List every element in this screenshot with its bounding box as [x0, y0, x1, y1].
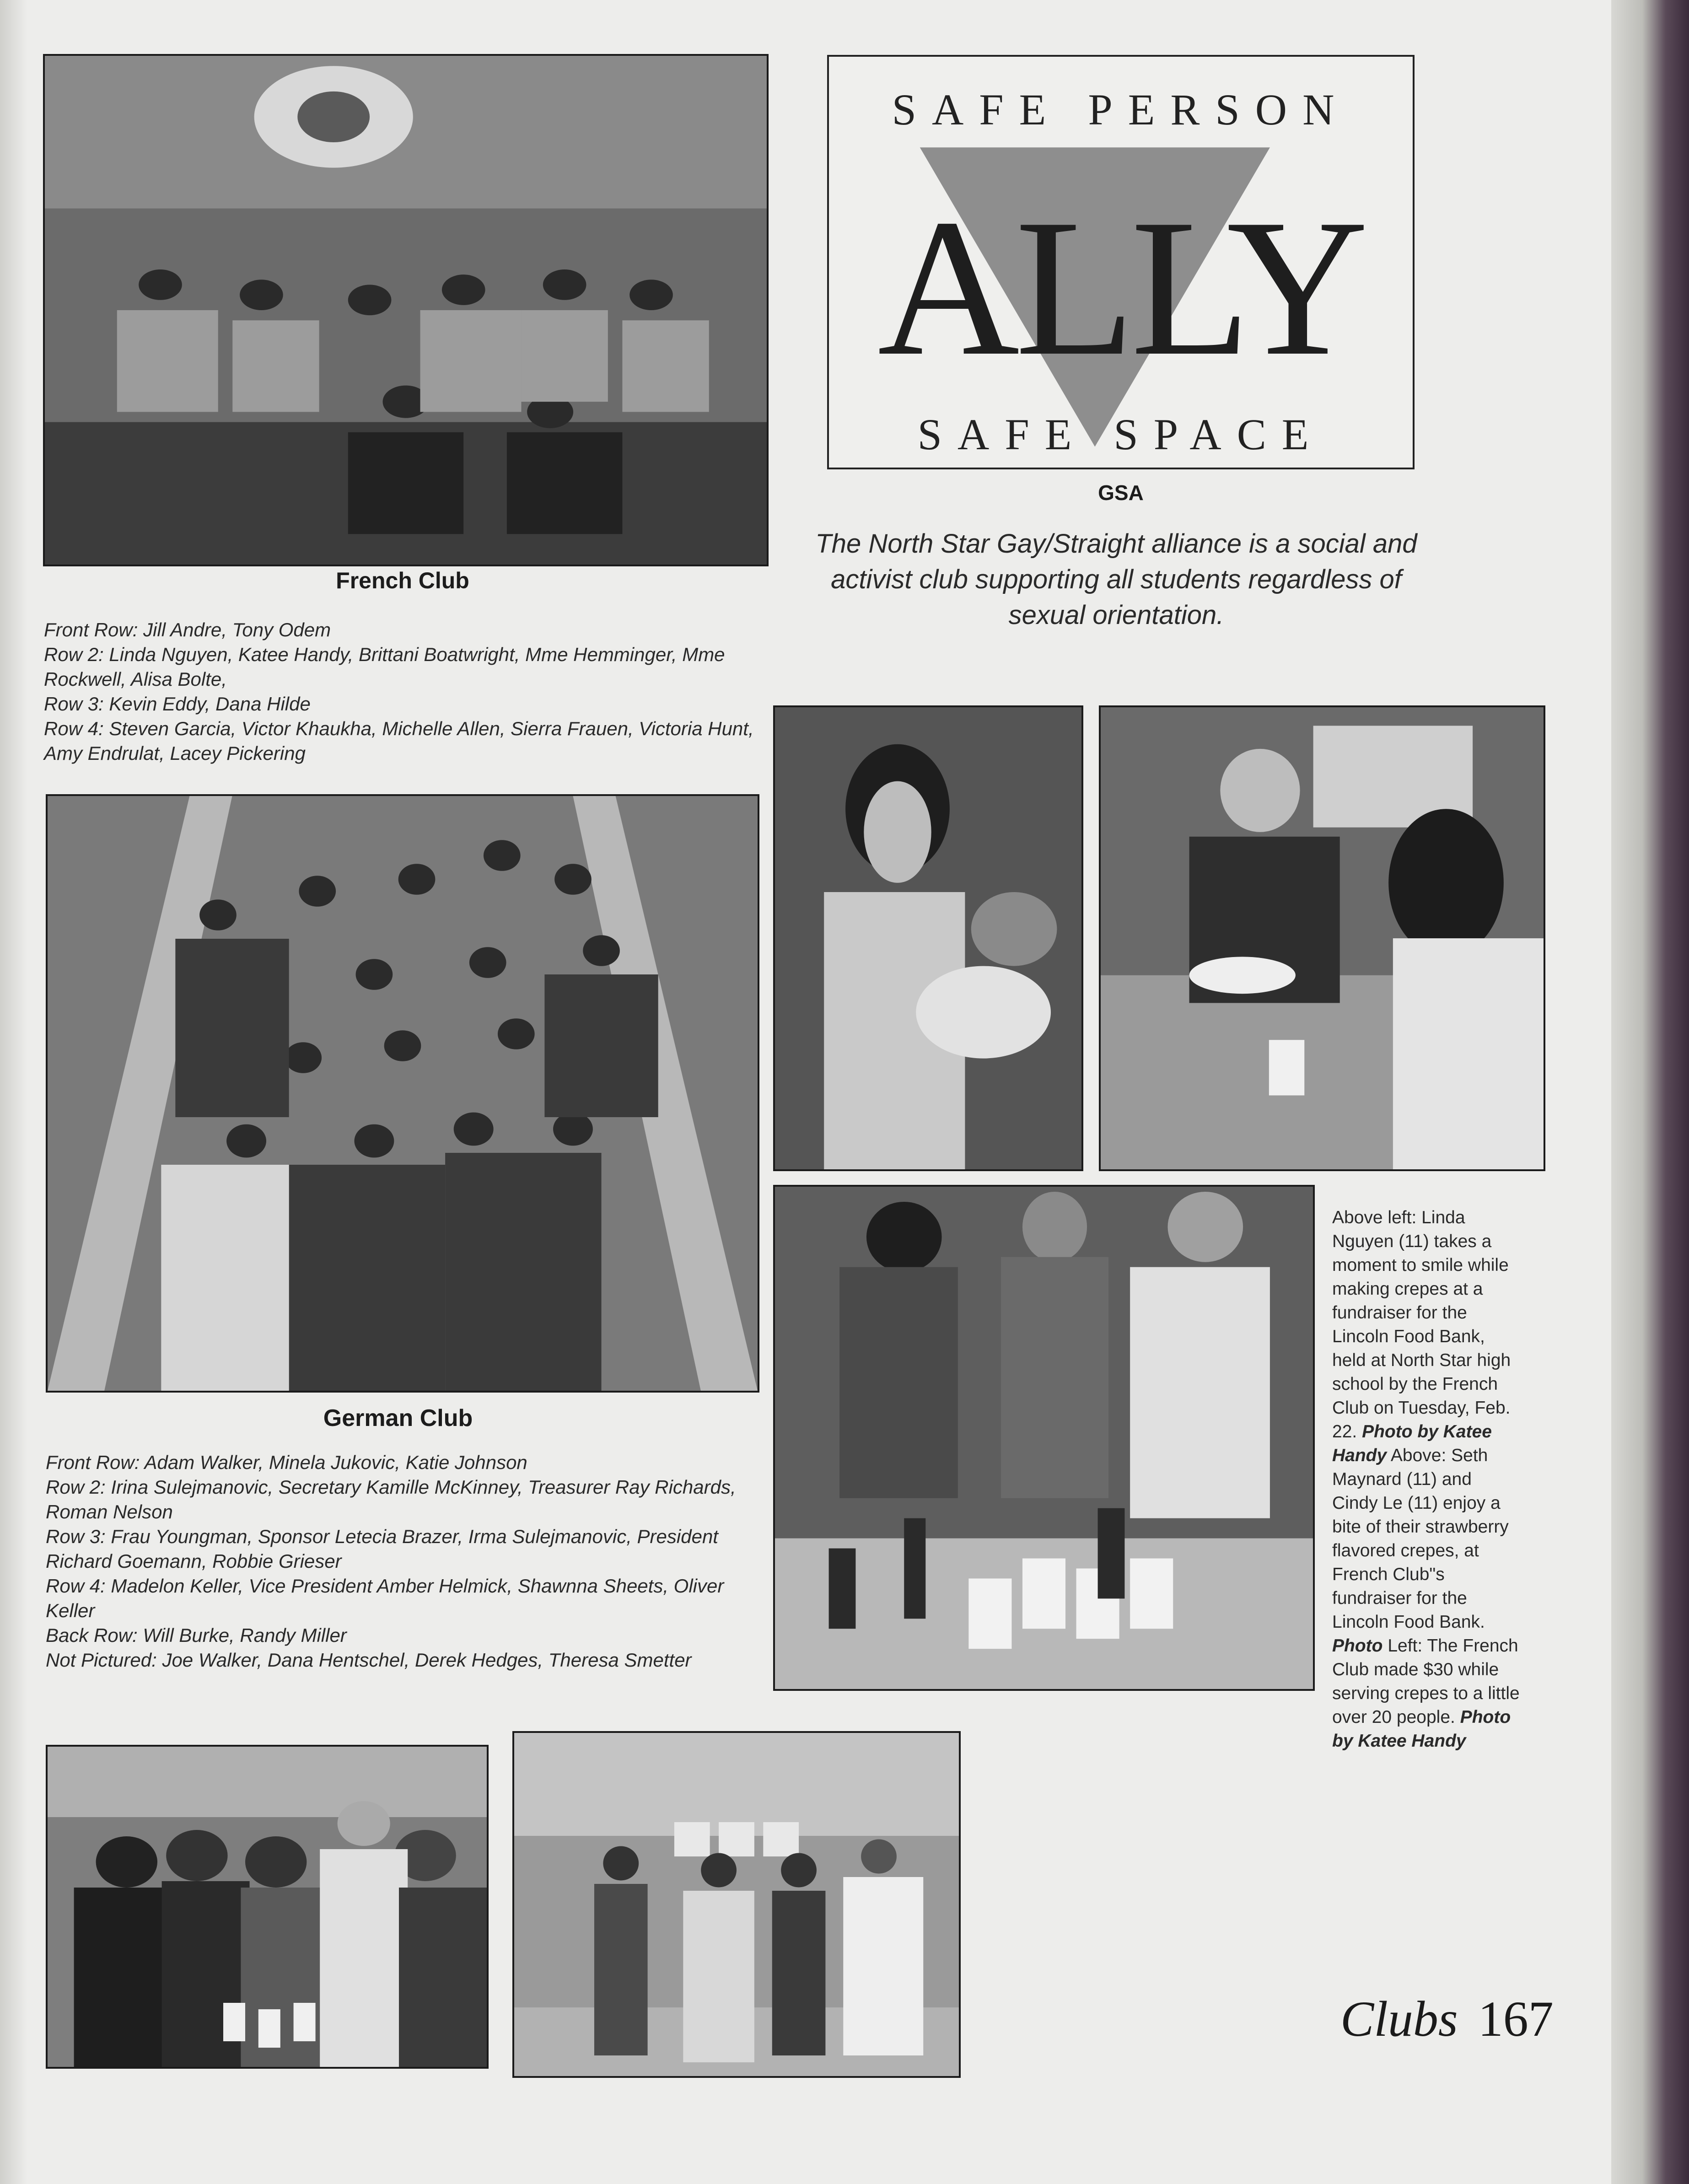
roster-line: Row 3: Kevin Eddy, Dana Hilde	[44, 693, 311, 715]
roster-line: Row 4: Madelon Keller, Vice President Amber Helmick, Shawnna Sheets, Oliver Keller	[46, 1575, 724, 1621]
roster-line: Not Pictured: Joe Walker, Dana Hentschel, Derek Hedges, Theresa Smetter	[46, 1649, 692, 1671]
french-club-serving-photo	[773, 1185, 1315, 1691]
french-club-group-photo	[43, 54, 769, 566]
page-binding-shadow	[0, 0, 27, 2184]
caption-credit-1: Photo by Katee Handy	[1332, 1422, 1492, 1465]
caption-credit-2: Photo	[1332, 1636, 1383, 1656]
caption-part-2: Above: Seth Maynard (11) and Cindy Le (11) enjoy a bite of their strawberry flavored crepes, at French Club"s fundraiser for the Lincoln Food Bank.	[1332, 1446, 1509, 1632]
roster-line: Back Row: Will Burke, Randy Miller	[46, 1625, 347, 1646]
roster-line: Row 2: Irina Sulejmanovic, Secretary Kamille McKinney, Treasurer Ray Richards, Roman Nelson	[46, 1476, 736, 1522]
ally-top-text: SAFE PERSON	[892, 85, 1350, 134]
linda-crepes-photo	[773, 705, 1083, 1171]
german-club-group-photo	[46, 794, 759, 1393]
german-club-title: German Club	[323, 1405, 473, 1431]
kitchen-group-photo	[46, 1745, 489, 2069]
caption-credit-3: Photo by Katee Handy	[1332, 1707, 1511, 1751]
gsa-label: GSA	[1098, 481, 1144, 505]
roster-line: Row 2: Linda Nguyen, Katee Handy, Brittani Boatwright, Mme Hemminger, Mme Rockwell, Alisa Bolte,	[44, 644, 725, 690]
section-name: Clubs	[1340, 1991, 1458, 2047]
german-club-roster	[46, 1450, 759, 1673]
ally-bottom-text: SAFE SPACE	[917, 410, 1324, 459]
gsa-description: The North Star Gay/Straight alliance is a social and activist club supporting all students regardless of sexual orientation.	[815, 529, 1417, 630]
french-club-roster	[44, 618, 767, 766]
caption-part-3: Left: The French Club made $30 while serving crepes to a little over 20 people.	[1332, 1636, 1520, 1727]
gym-group-photo	[512, 1731, 961, 2078]
page-number: 167	[1478, 1991, 1554, 2047]
roster-line: Row 3: Frau Youngman, Sponsor Letecia Brazer, Irma Sulejmanovic, President Richard Goemann, Robbie Grieser	[46, 1526, 718, 1572]
roster-line: Row 4: Steven Garcia, Victor Khaukha, Michelle Allen, Sierra Frauen, Victoria Hunt, Amy Endrulat, Lacey Pickering	[44, 718, 754, 764]
ally-sign	[827, 55, 1415, 469]
students-eating-crepes-photo	[1099, 705, 1545, 1171]
roster-line: Front Row: Jill Andre, Tony Odem	[44, 619, 331, 640]
french-club-title: French Club	[336, 568, 469, 593]
ally-word: ALLY	[877, 179, 1364, 397]
crepe-photo-caption	[1332, 1206, 1520, 1753]
caption-part-1: Above left: Linda Nguyen (11) takes a moment to smile while making crepes at a fundraiser for the Lincoln Food Bank, held at North Star high school by the French Club on Tuesday, Feb. 22.	[1332, 1208, 1511, 1442]
page-folio	[1340, 1990, 1554, 2054]
page-edge	[1611, 0, 1689, 2184]
roster-line: Front Row: Adam Walker, Minela Jukovic, Katie Johnson	[46, 1452, 527, 1473]
